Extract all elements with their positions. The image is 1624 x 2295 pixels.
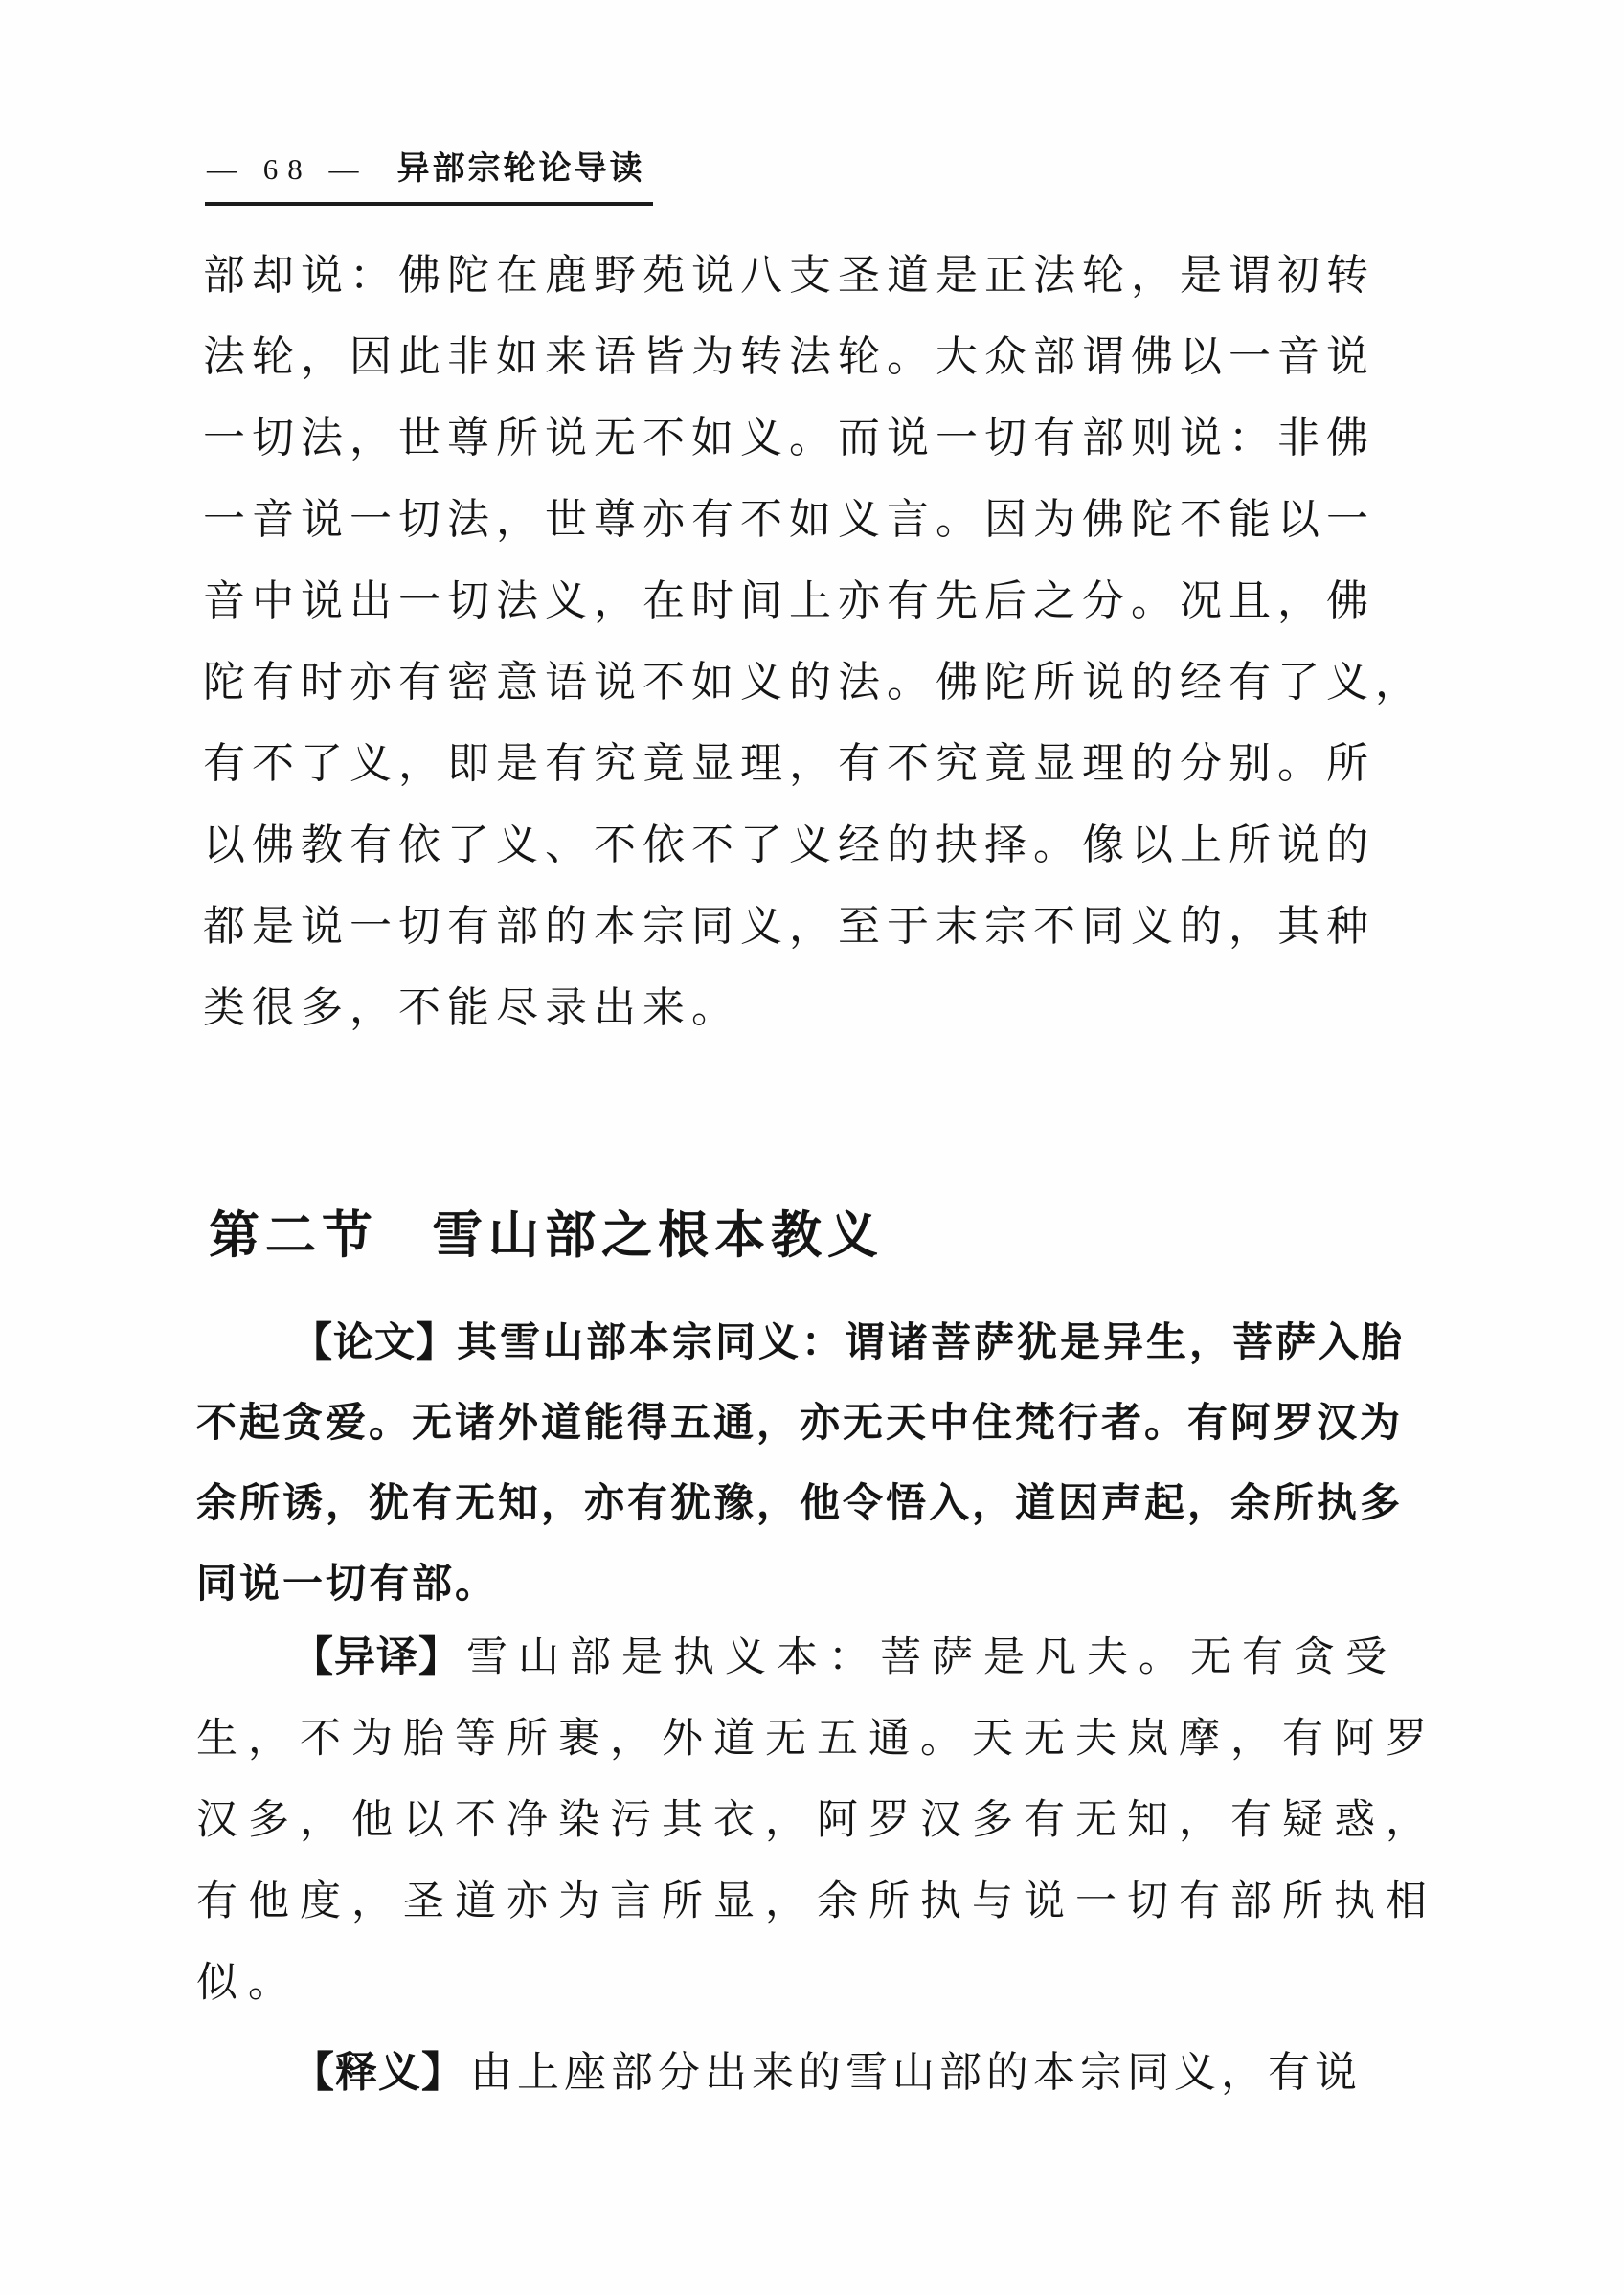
text-line bbox=[196, 1302, 1405, 1383]
section-title: 雪山部之根本教义 bbox=[432, 1206, 884, 1264]
text-line: 同说一切有部。 bbox=[196, 1561, 499, 1606]
text-line: 都是说一切有部的本宗同义，至于末宗不同义的，其种 bbox=[203, 903, 1375, 950]
continuation-paragraph bbox=[203, 235, 1424, 1048]
text-line: 音中说出一切法义，在时间上亦有先后之分。况且，佛 bbox=[203, 577, 1375, 624]
yiyi-first-line: 雪山部是执义本：菩萨是凡夫。无有贪受 bbox=[466, 1635, 1397, 1680]
text-line bbox=[196, 2032, 1362, 2113]
text-line: 陀有时亦有密意语说不如义的法。佛陀所说的经有了义， bbox=[203, 659, 1424, 706]
running-head bbox=[205, 142, 653, 206]
book-title: 异部宗轮论导读 bbox=[396, 150, 645, 187]
yiyi-paragraph bbox=[196, 1617, 1437, 2024]
text-line: 法轮，因此非如来语皆为转法轮。大众部谓佛以一音说 bbox=[203, 333, 1375, 380]
section-heading bbox=[209, 1195, 884, 1268]
shiyi-label: 【释义】 bbox=[292, 2049, 464, 2096]
yiyi-label: 【异译】 bbox=[292, 1634, 461, 1680]
text-line: 生，不为胎等所裹，外道无五通。天无夫岚摩，有阿罗 bbox=[196, 1717, 1437, 1762]
lunwen-label: 【论文】 bbox=[292, 1319, 458, 1364]
text-line: 一切法，世尊所说无不如义。而说一切有部则说：非佛 bbox=[203, 415, 1375, 461]
text-line: 以佛教有依了义、不依不了义经的抉择。像以上所说的 bbox=[203, 821, 1375, 868]
lunwen-first-line: 其雪山部本宗同义：谓诸菩萨犹是异生，菩萨入胎 bbox=[457, 1319, 1406, 1364]
lunwen-paragraph bbox=[196, 1302, 1405, 1624]
text-line: 有不了义，即是有究竟显理，有不究竟显理的分别。所 bbox=[203, 740, 1375, 787]
shiyi-paragraph bbox=[196, 2032, 1362, 2113]
text-line bbox=[196, 1617, 1437, 1699]
text-line: 有他度，圣道亦为言所显，余所执与说一切有部所执相 bbox=[196, 1879, 1437, 1924]
shiyi-first-line: 由上座部分出来的雪山部的本宗同义，有说 bbox=[470, 2049, 1362, 2096]
text-line: 似。 bbox=[196, 1961, 300, 2006]
page-number: — 68 — bbox=[207, 152, 369, 186]
text-line: 一音说一切法，世尊亦有不如义言。因为佛陀不能以一 bbox=[203, 496, 1375, 543]
text-line: 汉多，他以不净染污其衣，阿罗汉多有无知，有疑惑， bbox=[196, 1798, 1437, 1843]
section-number: 第二节 bbox=[209, 1206, 378, 1264]
text-line: 类很多，不能尽录出来。 bbox=[203, 984, 740, 1031]
text-line: 不起贪爱。无诸外道能得五通，亦无天中住梵行者。有阿罗汉为 bbox=[196, 1400, 1404, 1445]
text-line: 部却说：佛陀在鹿野苑说八支圣道是正法轮，是谓初转 bbox=[203, 252, 1375, 299]
text-line: 余所诱，犹有无知，亦有犹豫，他令悟入，道因声起，余所执多 bbox=[196, 1480, 1404, 1525]
